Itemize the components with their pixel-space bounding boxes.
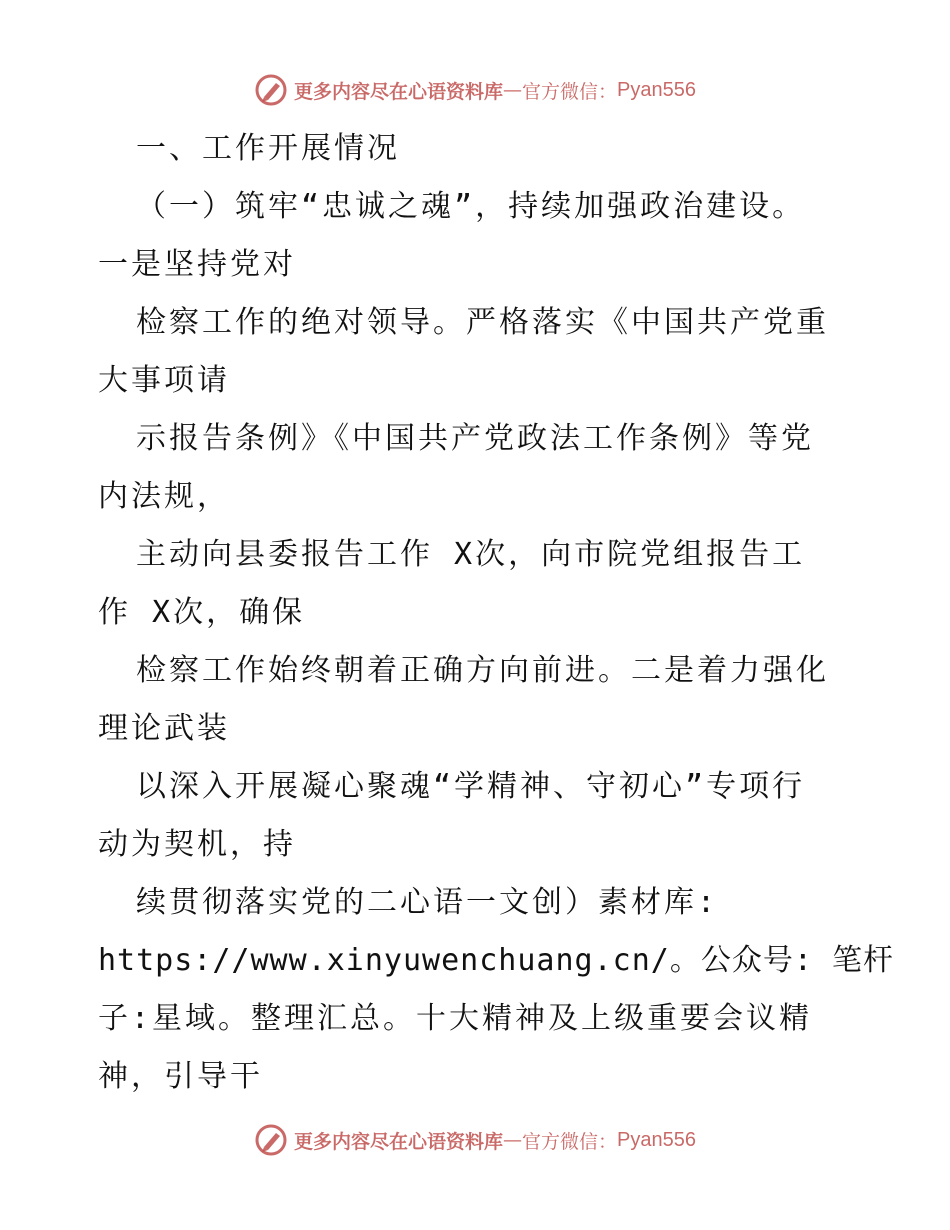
banner-text: 更多内容尽在心语资料库 xyxy=(294,80,504,103)
text-line: 主动向县委报告工作 X次，向市院党组报告工 xyxy=(136,537,806,572)
text-line: 作 X次，确保 xyxy=(98,595,306,630)
text-line: 子:星域。整理汇总。十大精神及上级重要会议精 xyxy=(98,1001,813,1036)
banner-wechat-label: 官方微信： xyxy=(522,1130,618,1153)
text-line: 神，引导干 xyxy=(98,1059,263,1094)
document-body xyxy=(98,120,894,1106)
pen-logo-icon xyxy=(254,1123,288,1157)
section-heading: 一、工作开展情况 xyxy=(136,131,400,166)
pen-logo-icon xyxy=(254,73,288,107)
footer-watermark-banner xyxy=(0,1120,950,1160)
text-line: 一是坚持党对 xyxy=(98,247,296,282)
text-line: 动为契机，持 xyxy=(98,827,296,862)
text-line: 理论武装 xyxy=(98,711,230,746)
banner-wechat-id: Pyan556 xyxy=(617,1128,696,1151)
text-line: 检察工作始终朝着正确方向前进。二是着力强化 xyxy=(136,653,829,688)
subsection-heading: （一）筑牢“忠诚之魂”，持续加强政治建设。 xyxy=(136,189,806,224)
text-line-url: https://www.xinyuwenchuang.cn/。公众号: 笔杆 xyxy=(98,943,894,978)
text-line: 检察工作的绝对领导。严格落实《中国共产党重 xyxy=(136,305,829,340)
header-watermark-banner xyxy=(0,70,950,110)
text-line: 续贯彻落实党的二心语一文创）素材库: xyxy=(136,885,719,920)
text-line: 以深入开展凝心聚魂“学精神、守初心”专项行 xyxy=(136,769,806,804)
banner-wechat-label: 官方微信： xyxy=(522,80,618,103)
banner-dash: — xyxy=(503,79,523,101)
banner-dash: — xyxy=(503,1129,523,1151)
text-line: 示报告条例》《中国共产党政法工作条例》等党 xyxy=(136,421,814,456)
text-line: 大事项请 xyxy=(98,363,230,398)
banner-wechat-id: Pyan556 xyxy=(617,78,696,101)
text-line: 内法规， xyxy=(98,479,230,514)
banner-text: 更多内容尽在心语资料库 xyxy=(294,1130,504,1153)
